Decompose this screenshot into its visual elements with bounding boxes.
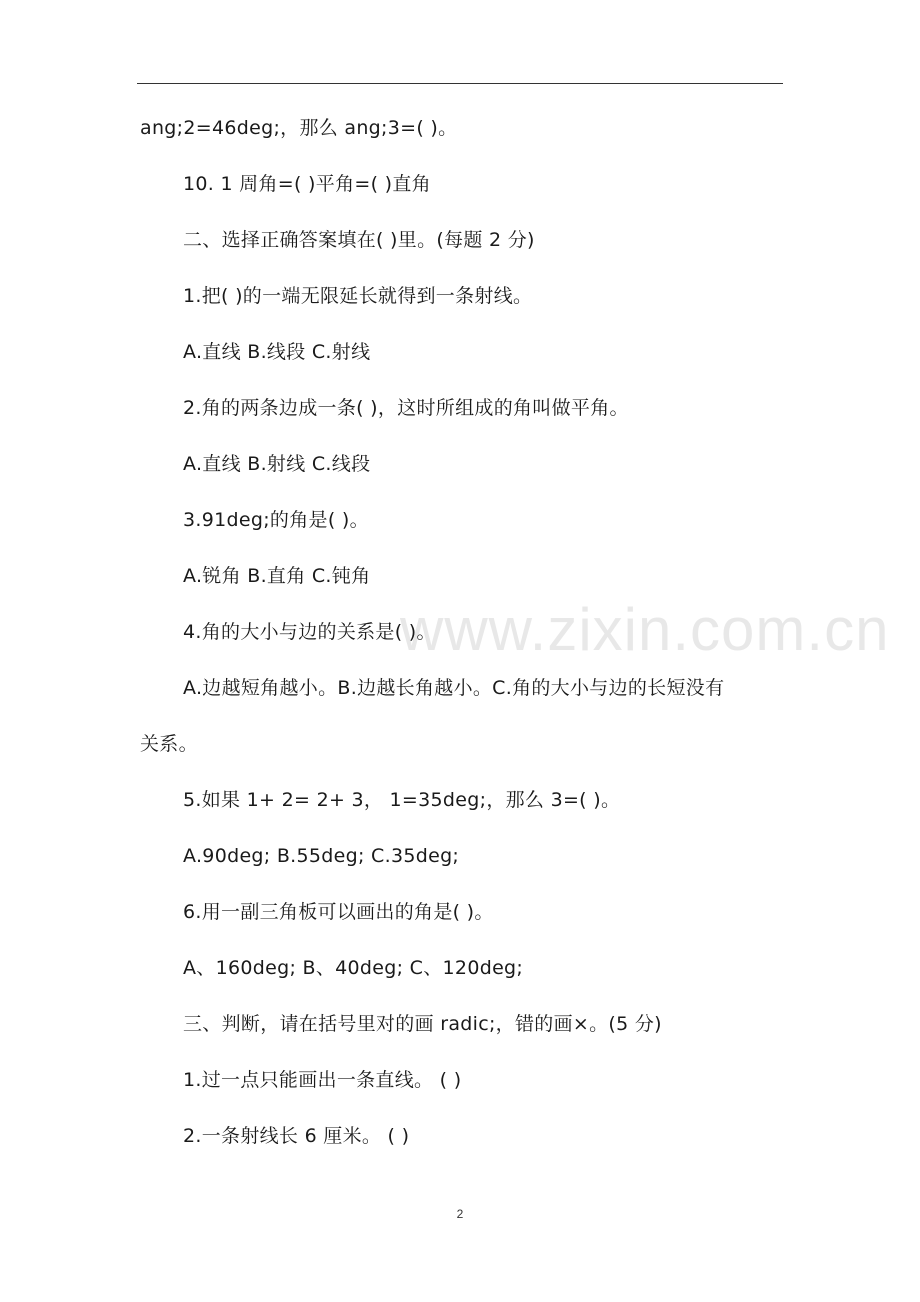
choice-options-1: A.直线 B.线段 C.射线 bbox=[183, 341, 371, 363]
choice-question-3: 3.91deg;的角是( )。 bbox=[183, 509, 369, 531]
choice-question-2: 2.角的两条边成一条( )，这时所组成的角叫做平角。 bbox=[183, 397, 629, 419]
watermark: www.zixin.com.cn bbox=[400, 596, 890, 663]
page-number: 2 bbox=[456, 1207, 464, 1221]
section-two-heading: 二、选择正确答案填在( )里。(每题 2 分) bbox=[183, 229, 535, 251]
section-three-heading: 三、判断，请在括号里对的画 radic;，错的画×。(5 分) bbox=[183, 1013, 662, 1035]
choice-options-4-continuation: 关系。 bbox=[140, 733, 198, 755]
judge-question-2: 2.一条射线长 6 厘米。 ( ) bbox=[183, 1125, 410, 1147]
choice-options-6: A、160deg; B、40deg; C、120deg; bbox=[183, 957, 524, 979]
choice-options-2: A.直线 B.射线 C.线段 bbox=[183, 453, 371, 475]
choice-options-5: A.90deg; B.55deg; C.35deg; bbox=[183, 845, 460, 867]
choice-options-4: A.边越短角越小。B.边越长角越小。C.角的大小与边的长短没有 bbox=[183, 677, 725, 699]
choice-options-3: A.锐角 B.直角 C.钝角 bbox=[183, 565, 371, 587]
judge-question-1: 1.过一点只能画出一条直线。 ( ) bbox=[183, 1069, 462, 1091]
text-line-continuation: ang;2=46deg;，那么 ang;3=( )。 bbox=[140, 117, 458, 139]
choice-question-4: 4.角的大小与边的关系是( )。 bbox=[183, 621, 436, 643]
choice-question-6: 6.用一副三角板可以画出的角是( )。 bbox=[183, 901, 494, 923]
question-10: 10. 1 周角=( )平角=( )直角 bbox=[183, 173, 431, 195]
header-rule bbox=[137, 83, 783, 84]
choice-question-1: 1.把( )的一端无限延长就得到一条射线。 bbox=[183, 285, 533, 307]
choice-question-5: 5.如果 1+ 2= 2+ 3， 1=35deg;，那么 3=( )。 bbox=[183, 789, 621, 811]
